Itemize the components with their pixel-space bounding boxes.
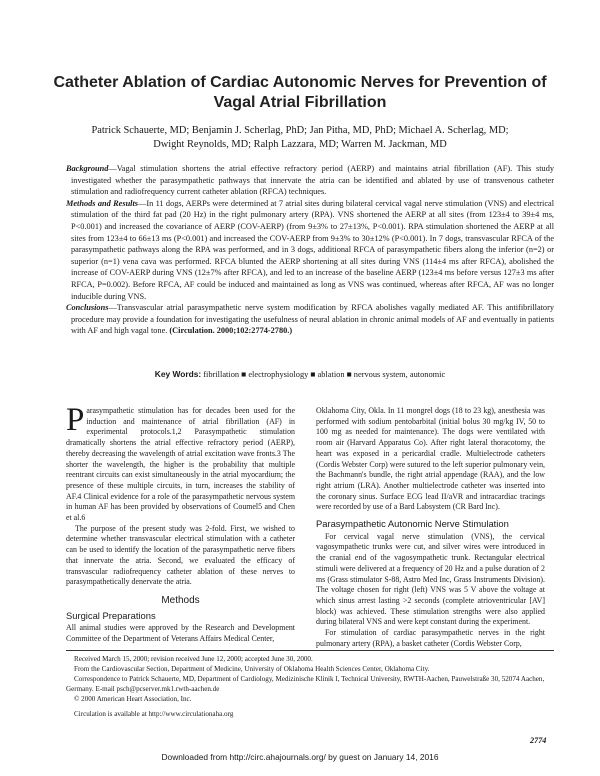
- author-line-1: Patrick Schauerte, MD; Benjamin J. Scherlag, PhD; Jan Pitha, MD, PhD; Michael A. Scherlag, MD;: [91, 125, 509, 136]
- background-label: Background: [66, 164, 109, 173]
- page-number: 2774: [530, 736, 547, 745]
- surgical-heading: Surgical Preparations: [66, 609, 156, 621]
- availability-note[interactable]: Circulation is available at http://www.circulationaha.org: [74, 710, 234, 718]
- preparation-paragraph: Oklahoma City, Okla. In 11 mongrel dogs (18 to 23 kg), anesthesia was performed with sodium pentobarbital (initial bolus 30 mg/kg IV, 50 to 100 mg as needed for maintenance). The dogs were ventilated with room air (Harvard Apparatus Co). After right lateral thoracotomy, the heart was exposed in a pericardial cradle. Multielectrode catheters (Cordis Webster Corp) were sutured to the left superior pulmonary vein, the Bachmann's bundle, the right atrial appendage (RAA), and the low right atrium (LRA). Another multielectrode catheter was inserted into the coronary sinus. Surface ECG lead II/aVR and intracardiac tracings were recorded by use of a Bard Labsystem (CR Bard Inc).: [316, 406, 545, 512]
- conclusions-label: Conclusions: [66, 303, 109, 313]
- correspondence-note: Correspondence to Patrick Schauerte, MD, Department of Cardiology, Medizinische Klinik I, Technical University, RWTH-Aachen, Pauwelstraße 30, 52074 Aachen, Germany. E-mail psch@pcserver.mk1.rwth-aachen.de: [66, 675, 545, 693]
- citation: (Circulation. 2000;102:2774-2780.): [169, 326, 293, 336]
- copyright-note: © 2000 American Heart Association, Inc.: [74, 695, 192, 703]
- stimulation-heading: Parasympathetic Autonomic Nerve Stimulation: [316, 518, 509, 530]
- intro-paragraph: [66, 402, 295, 524]
- article-title: Catheter Ablation of Cardiac Autonomic Nerves for Prevention of Vagal Atrial Fibrillation: [53, 74, 547, 111]
- purpose-paragraph: The purpose of the present study was 2-fold. First, we wished to determine whether transvascular electrical stimulation with a catheter can be used to identify the location of the parasympathetic nerve fibers that innervate the atria. Second, we evaluated the efficacy of transvascular radiofrequency catheter ablation of these nerves to parasympathetically denervate the atria.: [66, 523, 295, 587]
- keywords-label: Key Words:: [154, 369, 202, 379]
- download-line[interactable]: Downloaded from http://circ.ahajournals.org/ by guest on January 14, 2016: [161, 752, 439, 762]
- footnote-divider: [66, 650, 554, 651]
- right-column: [316, 406, 545, 649]
- methods-text: —In 11 dogs, AERPs were determined at 7 atrial sites during bilateral cervical vagal nerve stimulation (VNS) and electrical stimulation of the third fat pad (20 Hz) in the right pulmonary artery (RPA). VNS shortened the AERP at all sites (from 123±4 to 39±4 ms, P<0.001) and increased the covariance of AERP (COV-AERP) (from 9±3% to 27±13%, P<0.001). RPA stimulation shortened the AERP at all sites from 123±4 to 66±13 ms (P<0.001) and increased the COV-AERP from 9±3% to 30±12% (P<0.001). In 7 dogs, transvascular RFCA of the parasympathetic pathways along the RPA was performed, and in 3 dogs, additional RFCA of parasympathetic fibers along the inferior (n=2) or superior (n=1) vena cava was performed. RFCA blunted the AERP shortening at all sites during VNS (114±4 ms after RFCA), abolished the increase of COV-AERP during VNS (12±7% after RFCA), and led to an increase of the baseline AERP (123±4 ms before versus 127±3 ms after RFCA, P=0.002). Before RFCA, AF could be induced and maintained as long as VNS was continued, whereas after RFCA, AF was no longer inducible during VNS.: [71, 198, 555, 301]
- drop-cap: P: [66, 402, 85, 438]
- background-text: —Vagal stimulation shortens the atrial effective refractory period (AERP) and maintains atrial fibrillation (AF). This study investigated whether the parasympathetic pathways that innervate the atria can be identified and ablated by use of transvenous catheter stimulation and radiofrequency current catheter ablation (RFCA) techniques.: [71, 164, 554, 197]
- abstract-conclusions: [66, 302, 554, 337]
- affiliation-note: From the Cardiovascular Section, Department of Medicine, University of Oklahoma Health Sciences Center, Oklahoma City.: [74, 665, 430, 673]
- vagal-stimulation-paragraph: For cervical vagal nerve stimulation (VNS), the cervical vagosympathetic trunks were cut, and silver wires were introduced in the cranial end of the vagosympathetic trunk. Rectangular electrical stimuli were delivered at a frequency of 20 Hz and a pulse duration of 2 ms (Grass stimulator S-88, Astro Med Inc, Grass Instruments Division). The voltage chosen for right (left) VNS was 5 V above the voltage at which sinus arrest lasting >2 seconds (complete atrioventricular [AV] block) was achieved. These stimulation strengths were also applied during bilateral VNS and were kept constant during the experiment.: [316, 531, 545, 627]
- methods-heading: Methods: [161, 594, 200, 606]
- keywords: [40, 369, 560, 379]
- author-list: [40, 124, 560, 151]
- abstract-background: [66, 163, 554, 198]
- methods-label: Methods and Results: [66, 198, 139, 208]
- author-line-2: Dwight Reynolds, MD; Ralph Lazzara, MD; Warren M. Jackman, MD: [153, 138, 447, 150]
- conclusions-text: —Transvascular atrial parasympathetic nerve system modification by RFCA abolishes vagally mediated AF. This antifibrillatory procedure may provide a foundation for investigating the usefulness of neural ablation in chronic animal models of AF and eventually in patients with AF and high vagal tone.: [71, 303, 554, 336]
- footnotes: [66, 654, 554, 719]
- left-column: [66, 402, 295, 645]
- received-note: Received March 15, 2000; revision received June 12, 2000; accepted June 30, 2000.: [74, 655, 313, 663]
- intro-text: arasympathetic stimulation has for decades been used for the induction and maintenance of atrial fibrillation (AF) in experimental protocols.1,2 Parasympathetic stimulation dramatically shortens the atrial effective refractory period (AERP), thereby decreasing the wavelength of atrial excitation wave fronts.3 The shorter the wavelength, the higher is the probability that multiple reentrant circuits can exist simultaneously in the atrial myocardium; the presence of these multiple circuits, in turn, increases the stability of AF.4 Clinical evidence for a role of the parasympathetic nervous system in human AF has been provided by observations of Coumel5 and Chen et al.6: [66, 406, 295, 523]
- rpa-stimulation-paragraph: For stimulation of cardiac parasympathetic nerves in the right pulmonary artery (RPA), a basket catheter (Cordis Webster Corp,: [316, 628, 545, 648]
- keywords-text: fibrillation ■ electrophysiology ■ ablation ■ nervous system, autonomic: [203, 370, 446, 379]
- surgical-paragraph: All animal studies were approved by the Research and Development Committee of the Department of Veterans Affairs Medical Center,: [66, 623, 295, 644]
- abstract-methods: [66, 198, 554, 302]
- abstract: [66, 163, 554, 337]
